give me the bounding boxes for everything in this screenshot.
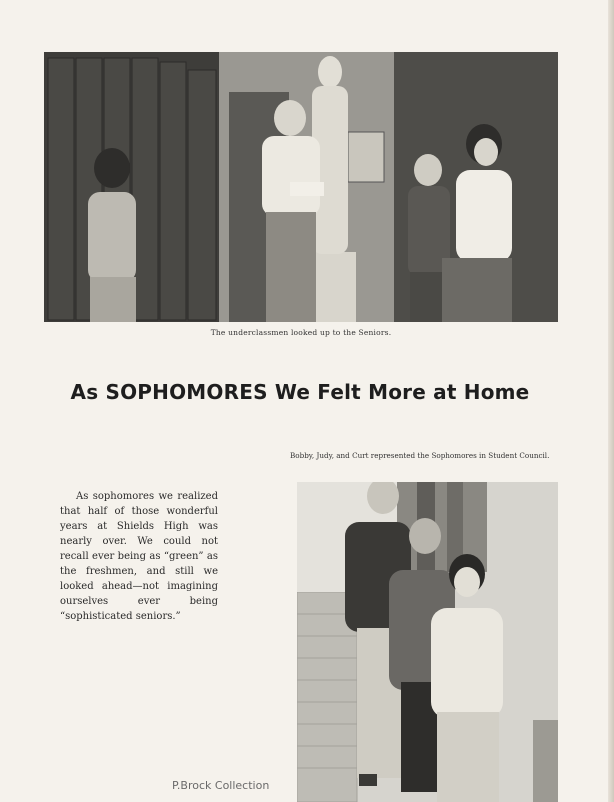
photo-underclassmen-seniors	[44, 52, 558, 322]
photo-caption-bottom: Bobby, Judy, and Curt represented the Sophomores in Student Council.	[290, 451, 550, 460]
photo-caption-top: The underclassmen looked up to the Seniors.	[210, 328, 392, 337]
collection-watermark: P.Brock Collection	[172, 779, 270, 792]
body-text	[60, 489, 218, 624]
page-edge	[608, 0, 614, 802]
body-paragraph: As sophomores we realized that half of those wonderful years at Shields High was nearly over. We could not recall ever being as “green” as the freshmen, and still we looked ahead—not imagining ourselves ever being “sophisticated seniors.”	[60, 491, 218, 622]
photo-student-council	[297, 482, 558, 802]
page-headline: As SOPHOMORES We Felt More at Home	[70, 380, 530, 404]
